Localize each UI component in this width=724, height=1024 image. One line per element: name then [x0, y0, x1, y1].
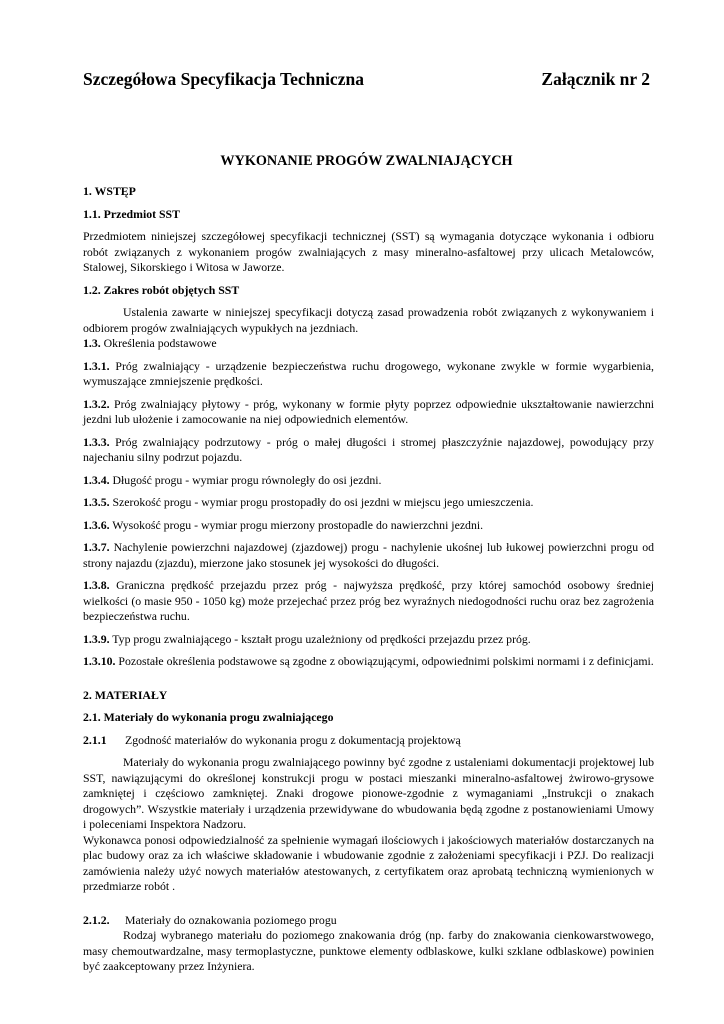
definitions-label: Określenia podstawowe [100, 336, 217, 350]
subsection-heading-subject: 1.1. Przedmiot SST [83, 206, 180, 221]
definitions-number: 1.3. [83, 336, 101, 350]
definition-number: 1.3.1. [83, 358, 110, 373]
subsection-heading-materials-threshold: 2.1. Materiały do wykonania progu zwalniającego [83, 710, 334, 724]
item-number: 2.1.1 [83, 732, 107, 747]
definition-item [83, 473, 654, 489]
item-heading-conformity [83, 733, 654, 749]
definition-text: Próg zwalniający - urządzenie bezpieczeństwa ruchu drogowego, wykonane zwykle w formie wygarbienia, wymuszające zmniejszenie prędkości. [83, 358, 654, 388]
definition-item [83, 518, 654, 534]
definition-text: Typ progu zwalniającego - kształt progu uzależniony od prędkości przejazdu przez próg. [109, 631, 531, 646]
header-spec-title: Szczegółowa Specyfikacja Techniczna [83, 69, 364, 89]
item-heading-marking [83, 913, 654, 929]
definition-item [83, 578, 654, 625]
definition-number: 1.3.10. [83, 654, 116, 668]
document-body [83, 184, 654, 975]
header-attachment-label: Załącznik nr 2 [541, 69, 650, 89]
paragraph-materials-requirements: Materiały do wykonania progu zwalniającego powinny być zgodne z ustaleniami dokumentacji projektowej lub SST, nawiązującymi do określonej konstrukcji progu w postaci mieszanki mineralno-asfaltowej żwirowo-grysowe zamkniętej i częściowo zamkniętej. Znaki drogowe pionowe-zgodnie z wymaganiami „Instrukcji o znakach drogowych”. Wszystkie materiały i urządzenia przewidywane do wbudowania będą zgodne z postanowieniami Umowy i poleceniami Inspektora Nadzoru. [83, 755, 654, 831]
definition-number: 1.3.8. [83, 578, 110, 592]
document-title: WYKONANIE PROGÓW ZWALNIAJĄCYCH [220, 153, 513, 169]
section-heading-materials: 2. MATERIAŁY [83, 687, 168, 702]
item-title: Zgodność materiałów do wykonania progu z dokumentacją projektową [125, 732, 461, 747]
definition-item [83, 435, 654, 466]
definition-text: Długość progu - wymiar progu równoległy do osi jezdni. [109, 472, 382, 487]
definition-item [83, 632, 654, 648]
item-title: Materiały do oznakowania poziomego progu [125, 912, 337, 927]
paragraph-scope: Ustalenia zawarte w niniejszej specyfikacji dotyczą zasad prowadzenia robót związanych z wykonywaniem i odbiorem progów zwalniających wypukłych na jezdniach. [83, 305, 654, 335]
paragraph-subject: Przedmiotem niniejszej szczegółowej specyfikacji technicznej (SST) są wymagania dotyczące wykonania i odbioru robót związanych z wykonaniem progów zwalniających z masy mineralno-asfaltowej przy ulicach Metalowców, Stalowej, Sikorskiego i Witosa w Jaworze. [83, 229, 654, 274]
subsection-heading-definitions [83, 336, 654, 352]
definition-text: Szerokość progu - wymiar progu prostopadły do osi jezdni w miejscu jego umieszczenia. [109, 495, 534, 509]
definition-item [83, 654, 654, 670]
definition-number: 1.3.4. [83, 472, 110, 487]
definition-number: 1.3.7. [83, 540, 110, 554]
subsection-heading-scope: 1.2. Zakres robót objętych SST [83, 282, 240, 297]
definition-text: Wysokość progu - wymiar progu mierzony prostopadle do nawierzchni jezdni. [109, 517, 484, 532]
definition-number: 1.3.5. [83, 495, 110, 509]
definition-text: Nachylenie powierzchni najazdowej (zjazdowej) progu - nachylenie ukośnej lub łukowej powierzchni progu od strony najazdu (zjazdu), mierzone jako stosunek jej wysokości do długości. [83, 540, 654, 570]
definition-text: Próg zwalniający płytowy - próg, wykonany w formie płyty poprzez odpowiednie ukształtowanie nawierzchni jezdni lub ułożenie i zamocowanie na niej odpowiednich elementów. [83, 396, 654, 426]
definition-item [83, 397, 654, 428]
definition-number: 1.3.6. [83, 517, 110, 532]
section-heading-introduction: 1. WSTĘP [83, 184, 136, 198]
paragraph-contractor-responsibility: Wykonawca ponosi odpowiedzialność za spełnienie wymagań ilościowych i jakościowych materiałów dostarczanych na plac budowy oraz za ich właściwe składowanie i wbudowanie zgodnie z założeniami specyfikacji i PZJ. Do realizacji zamówienia należy użyć nowych materiałów atestowanych, z certyfikatem oraz aprobatą techniczną wymienionych w przedmiarze robót . [83, 832, 654, 893]
definition-number: 1.3.3. [83, 434, 110, 449]
definition-number: 1.3.2. [83, 396, 110, 411]
item-number: 2.1.2. [83, 912, 110, 927]
definition-number: 1.3.9. [83, 631, 110, 646]
definition-item [83, 359, 654, 390]
page-header [83, 69, 650, 93]
paragraph-marking-materials: Rodzaj wybranego materiału do poziomego znakowania dróg (np. farby do znakowania cienkowarstwowego, masy chemoutwardzalne, masy termoplastyczne, punktowe elementy odblaskowe, kulki szklane odblaskowe) powinien być zaakceptowany przez Inżyniera. [83, 928, 654, 973]
definition-text: Graniczna prędkość przejazdu przez próg - najwyższa prędkość, przy której samochód osobowy średniej wielkości (o masie 950 - 1050 kg) może przejechać przez próg bez wyraźnych niedogodności ruchu oraz bez zagrożenia bezpieczeństwa ruchu. [83, 578, 654, 623]
definition-text: Pozostałe określenia podstawowe są zgodne z obowiązującymi, odpowiednimi polskimi normami i z definicjami. [115, 654, 654, 668]
definition-text: Próg zwalniający podrzutowy - próg o małej długości i stromej płaszczyźnie najazdowej, powodujący przy najechaniu silny podrzut pojazdu. [83, 434, 654, 464]
definition-item [83, 540, 654, 571]
definition-item [83, 495, 654, 511]
